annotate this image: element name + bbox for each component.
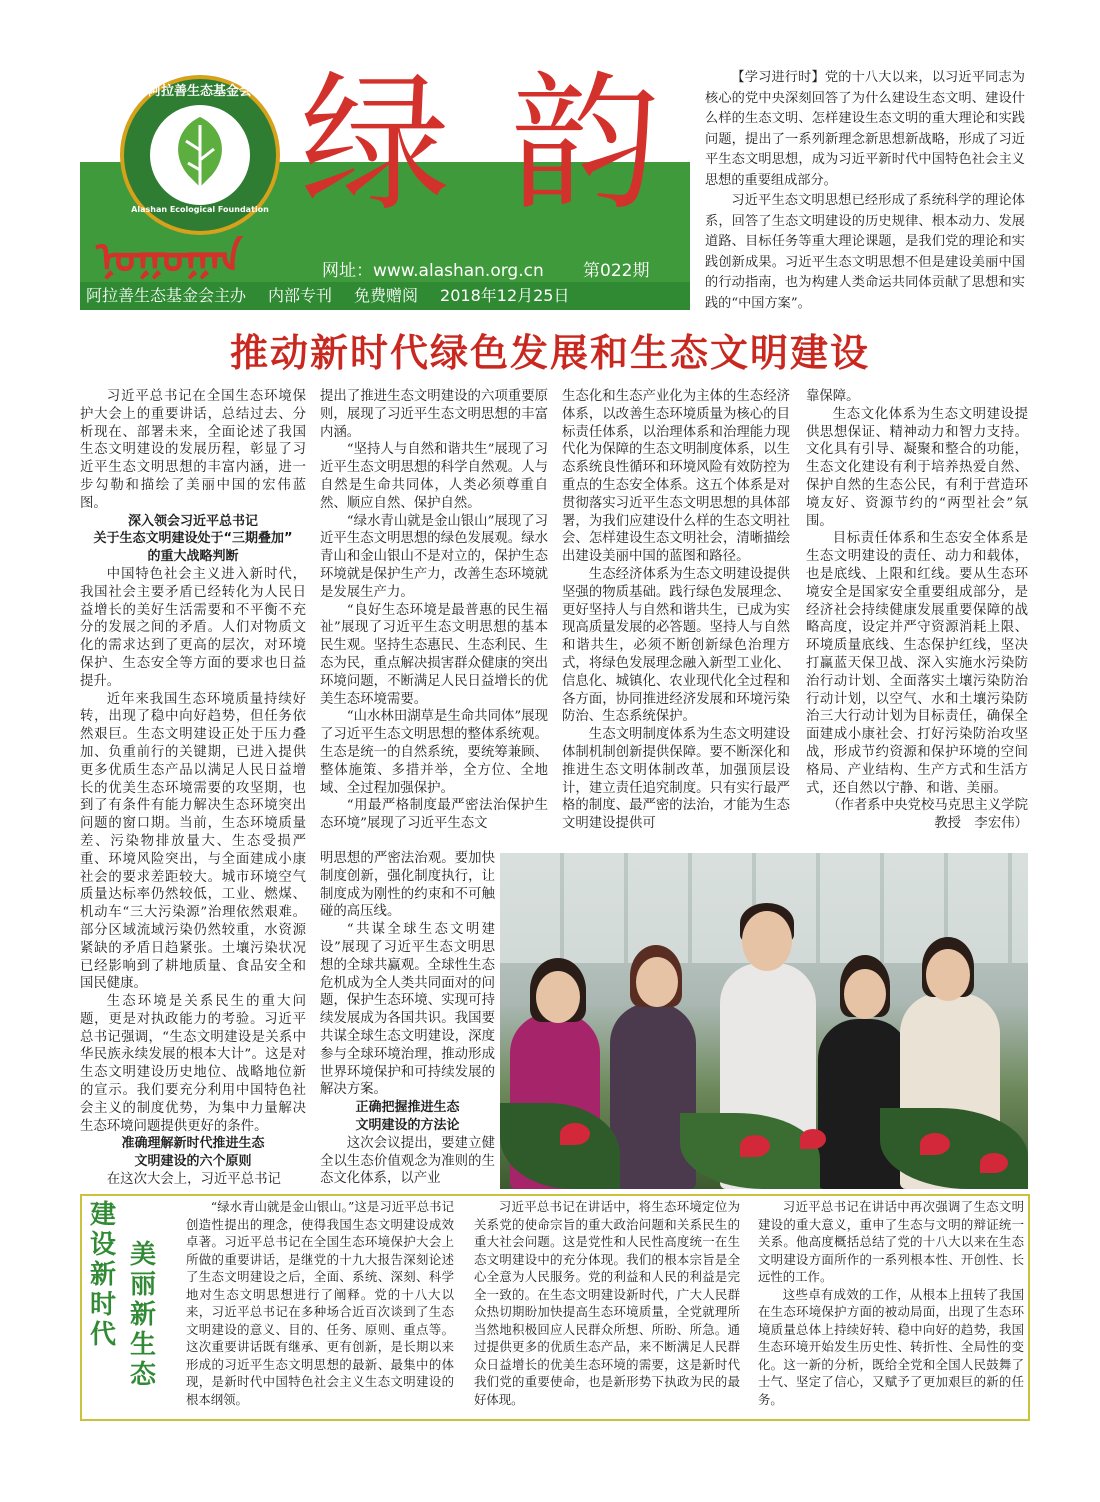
mongolian-title: ᠨᠣᠭᠣᠭᠠᠨ	[96, 233, 243, 282]
paragraph: 在这次大会上，习近平总书记	[106, 1172, 281, 1188]
paragraph: 习近平总书记在全国生态环境保护大会上的重要讲话，总结过去、分析现在、部署未来，全面论述了我国生态文明建设的发展历程，彰显了习近平生态文明思想的丰富内涵，进一步勾勒和描绘了美丽中国的宏伟蓝图。	[80, 389, 306, 511]
paragraph: 习近平总书记在讲话中再次强调了生态文明建设的重大意义，重申了生态与文明的辩证统一关系。他高度概括总结了党的十八大以来在生态文明建设方面所作的一系列根本性、开创性、长远性的工作。	[758, 1199, 1024, 1284]
paragraph: “绿水青山就是金山银山。”这是习近平总书记创造性提出的理念，使得我国生态文明建设成效卓著。习近平总书记在全国生态环境保护大会上所做的重要讲话，是继党的十九大报告深刻论述了生态文明建设之后，全面、系统、深刻、科学地对生态文明思想进行了阐释。党的十八大以来，习近平总书记在多种场合近百次谈到了生态文明建设的意义、目的、任务、原则、重点等。这次重要讲话既有继承、更有创新，是长期以来形成的习近平生态文明思想的最新、最集中的体现，是新时代中国特色社会主义生态文明建设的根本纲领。	[186, 1199, 454, 1407]
publisher: 阿拉善生态基金会主办	[86, 286, 247, 305]
commentary-title-1: 建设新时代	[90, 1200, 117, 1350]
paragraph: 目标责任体系和生态安全体系是生态文明建设的责任、动力和载体，也是底线、上限和红线。要从生态环境安全是国家安全重要组成部分，是经济社会持续健康发展重要保障的战略高度，设定并严守资源消耗上限、环境质量底线、生态保护红线，坚决打赢蓝天保卫战、深入实施水污染防治行动计划、全面落实土壤污染防治行动计划，以空气、水和土壤污染防治三大行动计划为目标责任，确保全面建成小康社会、打好污染防治攻坚战，形成节约资源和保护环境的空间格局、产业结构、生产方式和生活方式，还自然以宁静、和谐、美丽。	[806, 531, 1028, 796]
masthead-info-band	[80, 282, 690, 310]
paragraph: “共谋全球生态文明建设”展现了习近平生态文明思想的全球共赢观。全球性生态危机成为全人类共同面对的问题，保护生态环境、实现可持续发展成为各国共识。我国要共谋全球生态文明建设，深度参与全球环境治理，推动形成世界环境保护和可持续发展的解决方案。	[320, 922, 495, 1098]
subheading: 关于生态文明建设处于“三期叠加”	[93, 531, 293, 547]
paragraph: 这些卓有成效的工作，从根本上扭转了我国在生态环境保护方面的被动局面，出现了生态环境质量总体上持续好转、稳中向好的趋势，我国生态环境开始发生历史性、转折性、全局性的变化。这一新的分析，既给全党和全国人民鼓舞了士气、坚定了信心，又赋予了更加艰巨的新的任务。	[758, 1286, 1024, 1407]
commentary-title-2: 美丽新生态	[130, 1240, 157, 1390]
author-signature: （作者系中央党校马克思主义学院	[827, 798, 1028, 814]
paragraph: “用最严格制度最严密法治保护生态环境”展现了习近平生态文	[320, 798, 548, 832]
article-column-3	[562, 388, 790, 850]
paragraph: “良好生态环境是最普惠的民生福祉”展现了习近平生态文明思想的基本民生观。坚持生态惠民、生态利民、生态为民，重点解决损害群众健康的突出环境问题，不断满足人民日益增长的优美生态环境需要。	[320, 602, 548, 707]
logo-text-bottom: Alashan Ecological Foundation	[131, 205, 269, 214]
issue-number: 第022期	[583, 261, 650, 281]
free-label: 免费赠阅	[354, 286, 419, 305]
paragraph: 提出了推进生态文明建设的六项重要原则，展现了习近平生态文明思想的丰富内涵。	[320, 389, 548, 440]
paragraph: 习近平总书记在讲话中，将生态环境定位为关系党的使命宗旨的重大政治问题和关系民生的重大社会问题。这是党性和人民性高度统一在生态文明建设中的充分体现。我们的根本宗旨是全心全意为人民服务。党的利益和人民的利益是完全一致的。在生态文明建设新时代，广大人民群众热切期盼加快提高生态环境质量，全党就理所当然地积极回应人民群众所想、所盼、所急。通过提供更多的优质生态产品，来不断满足人民群众日益增长的优美生态环境的需要，这是新时代我们党的重要使命，也是新形势下执政为民的最好体现。	[474, 1199, 740, 1407]
article-column-4	[806, 388, 1028, 850]
news-photo	[500, 853, 1028, 1189]
paragraph: “坚持人与自然和谐共生”展现了习近平生态文明思想的科学自然观。人与自然是生命共同体，人类必须尊重自然、顺应自然、保护自然。	[320, 442, 548, 511]
paragraph: 生态经济体系为生态文明建设提供坚强的物质基础。践行绿色发展理念、更好坚持人与自然和谐共生，已成为实现高质量发展的必答题。坚持人与自然和谐共生，必须不断创新绿色治理方式，将绿色发展理念融入新型工业化、信息化、城镇化、农业现代化全过程和各方面，协同推进经济发展和环境污染防治、生态系统保护。	[562, 566, 790, 725]
article-column-1	[80, 388, 306, 1188]
subheading: 的重大战略判断	[147, 549, 239, 565]
article-column-2	[320, 388, 548, 850]
logo-leaf-icon	[150, 105, 250, 205]
intro-paragraph: 【学习进行时】党的十八大以来，以习近平同志为核心的党中央深刻回答了为什么建设生态文明、建设什么样的生态文明、怎样建设生态文明的重大理论和实践问题，提出了一系列新理念新思想新战略，形成了习近平生态文明思想，成为习近平新时代中国特色社会主义思想的重要组成部分。	[705, 70, 1025, 188]
commentary-column-1	[186, 1198, 454, 1418]
paragraph: 生态文明制度体系为生态文明建设体制机制创新提供保障。要不断深化和推进生态文明体制改革，加强顶层设计，建立责任追究制度。只有实行最严格的制度、最严密的法治，才能为生态文明建设提供可	[562, 727, 790, 832]
article-column-2-lower	[320, 850, 495, 1190]
internal-label: 内部专刊	[268, 286, 333, 305]
commentary-column-3	[758, 1198, 1024, 1418]
intro-box	[705, 68, 1025, 314]
subheading: 深入领会习近平总书记	[127, 513, 258, 529]
subheading: 文明建设的方法论	[355, 1117, 460, 1133]
paragraph: 靠保障。	[806, 389, 860, 404]
subheading: 文明建设的六个原则	[134, 1154, 252, 1170]
paragraph: 生态环境是关系民生的重大问题，更是对执政能力的考验。习近平总书记强调，“生态文明建设是关系中华民族永续发展的根本大计”。这是对生态文明建设历史地位、战略地位新的宣示。我们要充分利用中国特色社会主义的制度优势，为集中力量解决生态环境问题提供更好的条件。	[80, 994, 306, 1134]
newspaper-title: 绿韵	[300, 58, 721, 232]
commentary-column-2	[474, 1198, 740, 1418]
paragraph: 生态文化体系为生态文明建设提供思想保证、精神动力和智力支持。文化具有引导、凝聚和整合的功能，生态文化建设有利于培养热爱自然、保护自然的生态公民，有利于营造环境友好、资源节约的“两型社会”氛围。	[806, 406, 1028, 529]
main-headline: 推动新时代绿色发展和生态文明建设	[229, 331, 870, 375]
website-label: 网址：www.alashan.org.cn	[322, 261, 544, 281]
paragraph: 近年来我国生态环境质量持续好转，出现了稳中向好趋势，但任务依然艰巨。生态文明建设正处于压力叠加、负重前行的关键期，已进入提供更多优质生态产品以满足人民日益增长的优美生态环境需要的攻坚期，也到了有条件有能力解决生态环境突出问题的窗口期。当前，生态环境质量差、污染物排放量大、生态受损严重、环境风险突出，与全面建成小康社会的要求差距较大。城市环境空气质量达标率仍然较低，工业、燃煤、机动车“三大污染源”治理依然艰难。部分区域流域污染仍然较重，水资源紧缺的矛盾日趋紧张。土壤污染状况已经影响到了耕地质量、食品安全和国民健康。	[80, 691, 306, 992]
intro-paragraph: 习近平生态文明思想已经形成了系统科学的理论体系，回答了生态文明建设的历史规律、根本动力、发展道路、目标任务等重大理论课题，是我们党的理论和实践创新成果。习近平生态文明思想不但是建设美丽中国的行动指南，也为构建人类命运共同体贡献了思想和实践的“中国方案”。	[705, 193, 1025, 311]
subheading: 正确把握推进生态	[355, 1100, 460, 1116]
paragraph: 生态化和生态产业化为主体的生态经济体系，以改善生态环境质量为核心的目标责任体系，以治理体系和治理能力现代化为保障的生态文明制度体系，以生态系统良性循环和环境风险有效防控为重点的生态安全体系。这五个体系是对贯彻落实习近平生态文明思想的具体部署，为我们应建设什么样的生态文明社会、怎样建设生态文明社会，清晰描绘出建设美丽中国的蓝图和路径。	[562, 389, 790, 565]
paragraph: 中国特色社会主义进入新时代，我国社会主要矛盾已经转化为人民日益增长的美好生活需要和不平衡不充分的发展之间的矛盾。人们对物质文化的需求达到了更高的层次，对环境保护、生态安全等方面的要求也日益提升。	[80, 566, 306, 689]
paragraph: 这次会议提出，要建立健全以生态价值观念为准则的生态文化体系，以产业	[320, 1135, 495, 1187]
publish-date: 2018年12月25日	[440, 286, 570, 305]
paragraph: “山水林田湖草是生命共同体”展现了习近平生态文明思想的整体系统观。生态是统一的自然系统，要统筹兼顾、整体施策、多措并举，全方位、全地域、全过程加强保护。	[320, 709, 548, 796]
author-signature: 教授 李宏伟）	[934, 816, 1028, 832]
subheading: 准确理解新时代推进生态	[121, 1136, 265, 1152]
logo-text-top: 阿拉善生态基金会	[147, 84, 252, 99]
paragraph: 明思想的严密法治观。要加快制度创新，强化制度执行，让制度成为刚性的约束和不可触碰的高压线。	[320, 851, 495, 920]
paragraph: “绿水青山就是金山银山”展现了习近平生态文明思想的绿色发展观。绿水青山和金山银山不是对立的，保护生态环境就是保护生产力，改善生态环境就是发展生产力。	[320, 513, 548, 600]
